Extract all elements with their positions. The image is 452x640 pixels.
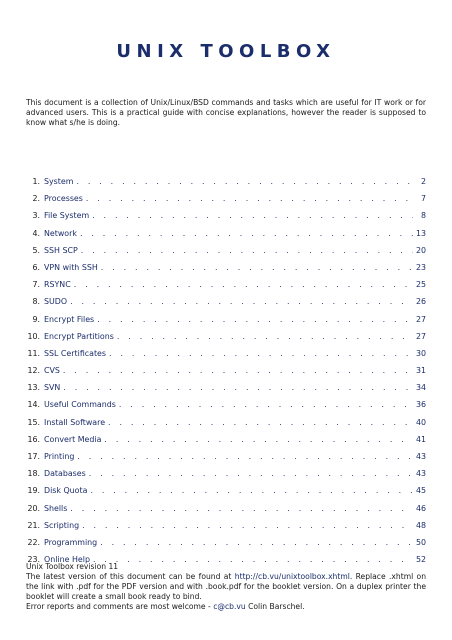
toc-entry-link[interactable]: Shells xyxy=(44,503,68,513)
toc-leader-dots xyxy=(89,465,413,482)
toc-page-number[interactable]: 7 xyxy=(420,194,426,204)
toc-entry-link[interactable]: SUDO xyxy=(44,297,68,307)
document-title: UNIX TOOLBOX xyxy=(116,41,336,62)
toc-page-number[interactable]: 8 xyxy=(420,211,426,221)
toc-entry-number: 2. xyxy=(32,194,40,204)
toc-entry[interactable] xyxy=(22,259,426,276)
document-url-link[interactable]: http://cb.vu/unixtoolbox.xhtml xyxy=(234,572,350,581)
intro-paragraph: This document is a collection of Unix/Linux/BSD commands and tasks which are useful for IT work or for advanced users. This is a practical guide with concise explanations, however the reader is supposed to know what s/he is doing. xyxy=(26,98,426,127)
toc-entry-number: 22. xyxy=(27,537,40,547)
toc-entry-link[interactable]: SSH SCP xyxy=(44,245,78,255)
toc-page-number[interactable]: 36 xyxy=(415,400,426,410)
toc-page-number[interactable]: 25 xyxy=(415,280,426,290)
toc-leader-dots xyxy=(76,173,413,190)
toc-entry-number: 11. xyxy=(27,348,40,358)
toc-entry-number: 16. xyxy=(27,434,40,444)
toc-entry[interactable] xyxy=(22,500,426,517)
toc-entry-number: 18. xyxy=(27,469,40,479)
toc-entry-link[interactable]: CVS xyxy=(44,366,60,376)
toc-entry-link[interactable]: Programming xyxy=(44,537,98,547)
toc-entry[interactable] xyxy=(22,517,426,534)
toc-leader-dots xyxy=(81,242,413,259)
toc-page-number[interactable]: 31 xyxy=(415,366,426,376)
toc-page-number[interactable]: 20 xyxy=(415,245,426,255)
toc-leader-dots xyxy=(70,293,413,310)
toc-entry[interactable] xyxy=(22,276,426,293)
toc-entry[interactable] xyxy=(22,379,426,396)
toc-leader-dots xyxy=(108,414,413,431)
toc-leader-dots xyxy=(109,345,413,362)
toc-entry-link[interactable]: SSL Certificates xyxy=(44,348,107,358)
toc-leader-dots xyxy=(63,362,413,379)
toc-page-number[interactable]: 46 xyxy=(415,503,426,513)
toc-page-number[interactable]: 40 xyxy=(415,417,426,427)
toc-leader-dots xyxy=(101,259,413,276)
toc-leader-dots xyxy=(97,311,413,328)
toc-entry[interactable] xyxy=(22,482,426,499)
toc-leader-dots xyxy=(117,328,413,345)
toc-page-number[interactable]: 52 xyxy=(415,555,426,565)
toc-entry[interactable] xyxy=(22,173,426,190)
latest-version-note xyxy=(26,572,426,602)
toc-entry-number: 21. xyxy=(27,520,40,530)
footer xyxy=(26,562,426,612)
toc-page-number[interactable]: 27 xyxy=(415,331,426,341)
toc-page-number[interactable]: 41 xyxy=(415,434,426,444)
toc-entry-number: 5. xyxy=(32,245,40,255)
toc-leader-dots xyxy=(90,482,413,499)
toc-leader-dots xyxy=(92,207,413,224)
toc-page-number[interactable]: 27 xyxy=(415,314,426,324)
toc-entry-link[interactable]: Scripting xyxy=(44,520,80,530)
toc-leader-dots xyxy=(86,190,413,207)
toc-entry-number: 19. xyxy=(27,486,40,496)
toc-entry-link[interactable]: VPN with SSH xyxy=(44,262,98,272)
toc-page-number[interactable]: 2 xyxy=(420,177,426,186)
latest-version-suffix: . Replace .xhtml on the link with .pdf for the PDF version and with .book.pdf for the booklet version. On a duplex printer the booklet will create a small book ready to bind. xyxy=(26,572,427,601)
toc-leader-dots xyxy=(63,379,413,396)
toc-page-number[interactable]: 26 xyxy=(415,297,426,307)
toc-entry-link[interactable]: Databases xyxy=(44,469,86,479)
toc-entry[interactable] xyxy=(22,225,426,242)
toc-entry[interactable] xyxy=(22,207,426,224)
toc-entry-number: 1. xyxy=(32,177,40,186)
toc-entry[interactable] xyxy=(22,242,426,259)
toc-leader-dots xyxy=(104,431,413,448)
toc-entry-number: 14. xyxy=(27,400,40,410)
toc-entry-number: 23. xyxy=(27,555,40,565)
toc-entry-link[interactable]: System xyxy=(44,177,74,186)
toc-entry-number: 6. xyxy=(32,262,40,272)
toc-leader-dots xyxy=(82,517,413,534)
toc-entry-number: 12. xyxy=(27,366,40,376)
toc-leader-dots xyxy=(119,396,413,413)
toc-entry[interactable] xyxy=(22,345,426,362)
toc-entry-link[interactable]: File System xyxy=(44,211,90,221)
error-reports-line xyxy=(26,602,426,612)
toc-entry[interactable] xyxy=(22,293,426,310)
email-link[interactable]: c@cb.vu xyxy=(213,602,246,611)
toc-page-number[interactable]: 50 xyxy=(415,537,426,547)
toc-entry-link[interactable]: Convert Media xyxy=(44,434,102,444)
toc-entry-link[interactable]: Online Help xyxy=(44,555,90,565)
toc-entry[interactable] xyxy=(22,448,426,465)
toc-leader-dots xyxy=(70,500,413,517)
toc-entry-number: 17. xyxy=(27,452,40,461)
toc-entry[interactable] xyxy=(22,534,426,551)
revision-line: Unix Toolbox revision 11 xyxy=(26,562,119,571)
toc-entry-number: 3. xyxy=(32,211,40,221)
toc-entry-link[interactable]: Install Software xyxy=(44,417,106,427)
toc-entry[interactable] xyxy=(22,465,426,482)
toc-entry-link[interactable]: Useful Commands xyxy=(44,400,116,410)
toc-page-number[interactable]: 45 xyxy=(415,486,426,496)
toc-entry[interactable] xyxy=(22,362,426,379)
toc-entry[interactable] xyxy=(22,396,426,413)
toc-entry-link[interactable]: Encrypt Files xyxy=(44,314,95,324)
toc-page-number[interactable]: 43 xyxy=(415,469,426,479)
toc-entry-link[interactable]: Processes xyxy=(44,194,83,204)
toc-leader-dots xyxy=(77,448,413,465)
toc-page-number[interactable]: 48 xyxy=(415,520,426,530)
toc-entry-number: 9. xyxy=(32,314,40,324)
toc-page-number[interactable]: 23 xyxy=(415,262,426,272)
toc-entry-number: 8. xyxy=(32,297,40,307)
toc-entry-link[interactable]: SVN xyxy=(44,383,61,393)
toc-entry-number: 13. xyxy=(27,383,40,393)
toc-entry-number: 20. xyxy=(27,503,40,513)
latest-version-text: The latest version of this document can be found at xyxy=(26,572,232,581)
toc-leader-dots xyxy=(74,276,413,293)
toc-entry-link[interactable]: Encrypt Partitions xyxy=(44,331,114,341)
toc-entry[interactable] xyxy=(22,414,426,431)
error-reports-text: Error reports and comments are most welcome - xyxy=(26,602,211,611)
toc-page-number[interactable]: 43 xyxy=(415,452,426,461)
toc-entry[interactable] xyxy=(22,311,426,328)
toc-page-number[interactable]: 34 xyxy=(415,383,426,393)
toc-entry[interactable] xyxy=(22,328,426,345)
toc-entry-number: 10. xyxy=(27,331,40,341)
toc-entry[interactable] xyxy=(22,190,426,207)
toc-page-number[interactable]: 30 xyxy=(415,348,426,358)
toc-entry-link[interactable]: RSYNC xyxy=(44,280,71,290)
toc-entry-number: 7. xyxy=(32,280,40,290)
toc-entry[interactable] xyxy=(22,431,426,448)
toc-leader-dots xyxy=(80,225,413,242)
toc-entry-link[interactable]: Printing xyxy=(44,452,75,461)
toc-page-number[interactable]: 13 xyxy=(415,228,426,238)
toc-entry-link[interactable]: Disk Quota xyxy=(44,486,88,496)
toc-entry-number: 15. xyxy=(27,417,40,427)
toc-leader-dots xyxy=(100,534,413,551)
author-name: Colin Barschel. xyxy=(248,602,305,611)
toc-entry-number: 4. xyxy=(32,228,40,238)
table-of-contents xyxy=(22,173,426,568)
toc-entry-link[interactable]: Network xyxy=(44,228,77,238)
